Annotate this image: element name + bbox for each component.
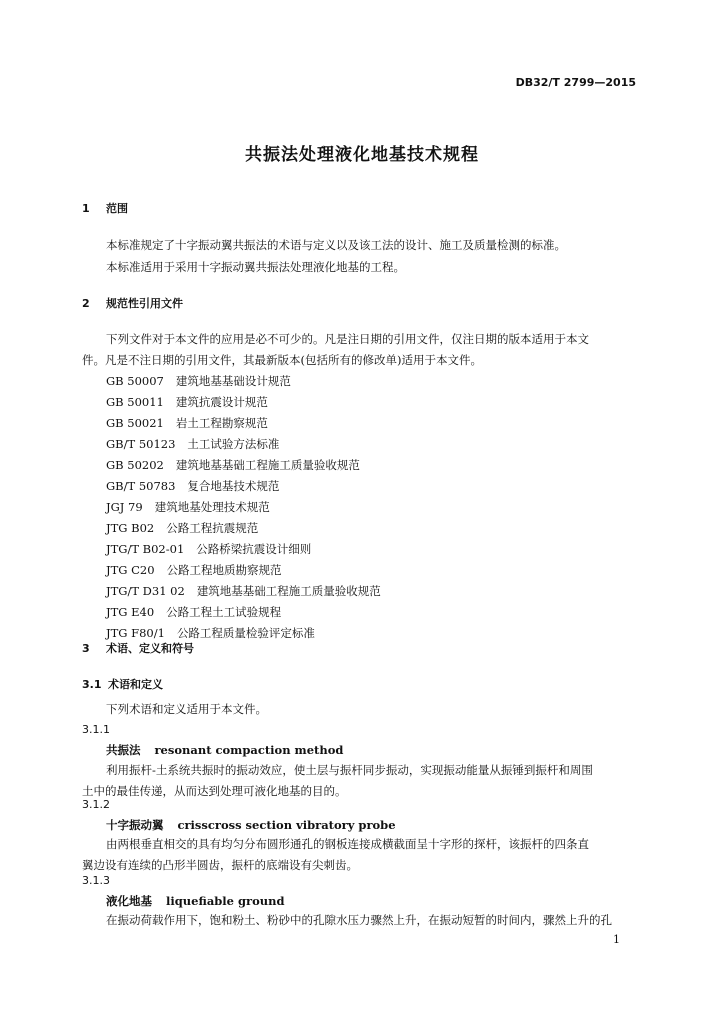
reference-code: JGJ 79	[106, 500, 143, 514]
clause-number: 3.1.2	[82, 798, 110, 811]
term-zh: 液化地基	[106, 894, 152, 908]
reference-name: 复合地基技术规范	[187, 479, 280, 493]
term-zh: 共振法	[106, 743, 141, 757]
term-heading	[106, 893, 285, 909]
definition-text: 由两根垂直相交的具有均匀分布圆形通孔的钢板连接成横截面呈十字形的探杆，该振杆的四条直	[106, 837, 589, 851]
reference-name: 公路工程质量检验评定标准	[176, 626, 315, 640]
paragraph: 本标准适用于采用十字振动翼共振法处理液化地基的工程。	[106, 260, 405, 274]
standard-number: DB32/T 2799—2015	[515, 76, 636, 89]
section-3-heading	[82, 640, 194, 656]
reference-code: GB 50202	[106, 458, 164, 472]
term-heading	[106, 817, 396, 833]
subsection-3-1-heading	[82, 676, 163, 692]
paragraph: 本标准规定了十字振动翼共振法的术语与定义以及该工法的设计、施工及质量检测的标准。	[106, 238, 566, 252]
term-en: resonant compaction method	[154, 743, 344, 757]
term-heading	[106, 742, 343, 758]
reference-item	[106, 436, 279, 452]
paragraph: 下列术语和定义适用于本文件。	[106, 702, 267, 716]
paragraph: 下列文件对于本文件的应用是必不可少的。凡是注日期的引用文件，仅注日期的版本适用于本文	[106, 332, 589, 346]
term-zh: 十字振动翼	[106, 818, 164, 832]
reference-name: 建筑抗震设计规范	[175, 395, 268, 409]
reference-item	[106, 583, 381, 599]
definition-text: 在振动荷载作用下，饱和粉土、粉砂中的孔隙水压力骤然上升，在振动短暂的时间内，骤然上升的孔	[106, 913, 612, 927]
reference-name: 土工试验方法标准	[187, 437, 280, 451]
reference-code: GB/T 50783	[106, 479, 176, 493]
term-en: liquefiable ground	[166, 894, 285, 908]
reference-code: JTG F80/1	[106, 626, 165, 640]
reference-code: GB 50007	[106, 374, 164, 388]
section-number: 3	[82, 642, 90, 655]
section-title: 术语、定义和符号	[106, 642, 194, 655]
reference-item	[106, 457, 360, 473]
reference-item	[106, 499, 270, 515]
reference-item	[106, 478, 279, 494]
reference-code: JTG B02	[106, 521, 155, 535]
reference-name: 建筑地基基础工程施工质量验收规范	[175, 458, 360, 472]
reference-item	[106, 520, 258, 536]
reference-code: GB 50011	[106, 395, 164, 409]
section-number: 1	[82, 202, 90, 215]
reference-name: 公路工程抗震规范	[166, 521, 259, 535]
reference-name: 建筑地基基础设计规范	[175, 374, 291, 388]
term-en: crisscross section vibratory probe	[177, 818, 396, 832]
reference-name: 公路工程地质勘察规范	[166, 563, 282, 577]
reference-code: JTG/T B02-01	[106, 542, 185, 556]
reference-item	[106, 541, 311, 557]
definition-text: 利用振杆-土系统共振时的振动效应，使土层与振杆同步振动，实现振动能量从振锤到振杆和周围	[106, 763, 593, 777]
reference-name: 建筑地基基础工程施工质量验收规范	[196, 584, 381, 598]
subsection-number: 3.1	[82, 678, 102, 691]
clause-number: 3.1.1	[82, 723, 110, 736]
document-title: 共振法处理液化地基技术规程	[245, 145, 479, 165]
reference-item	[106, 394, 268, 410]
clause-number: 3.1.3	[82, 874, 110, 887]
reference-item	[106, 562, 282, 578]
reference-code: JTG E40	[106, 605, 155, 619]
section-title: 规范性引用文件	[106, 297, 183, 310]
reference-code: JTG C20	[106, 563, 155, 577]
section-1-heading	[82, 200, 128, 216]
definition-text: 翼边设有连续的凸形半圆齿，振杆的底端设有尖刺齿。	[82, 858, 358, 872]
reference-name: 建筑地基处理技术规范	[154, 500, 270, 514]
reference-item	[106, 625, 315, 641]
paragraph: 件。凡是不注日期的引用文件，其最新版本(包括所有的修改单)适用于本文件。	[82, 353, 482, 367]
section-number: 2	[82, 297, 90, 310]
reference-name: 岩土工程勘察规范	[175, 416, 268, 430]
reference-code: GB/T 50123	[106, 437, 176, 451]
section-title: 范围	[106, 202, 128, 215]
definition-text: 土中的最佳传递，从而达到处理可液化地基的目的。	[82, 784, 347, 798]
reference-code: JTG/T D31 02	[106, 584, 185, 598]
subsection-title: 术语和定义	[108, 678, 163, 691]
reference-name: 公路工程土工试验规程	[166, 605, 282, 619]
page-number: 1	[613, 933, 620, 946]
reference-item	[106, 604, 281, 620]
reference-code: GB 50021	[106, 416, 164, 430]
reference-item	[106, 415, 268, 431]
section-2-heading	[82, 295, 183, 311]
reference-item	[106, 373, 291, 389]
reference-name: 公路桥梁抗震设计细则	[196, 542, 312, 556]
